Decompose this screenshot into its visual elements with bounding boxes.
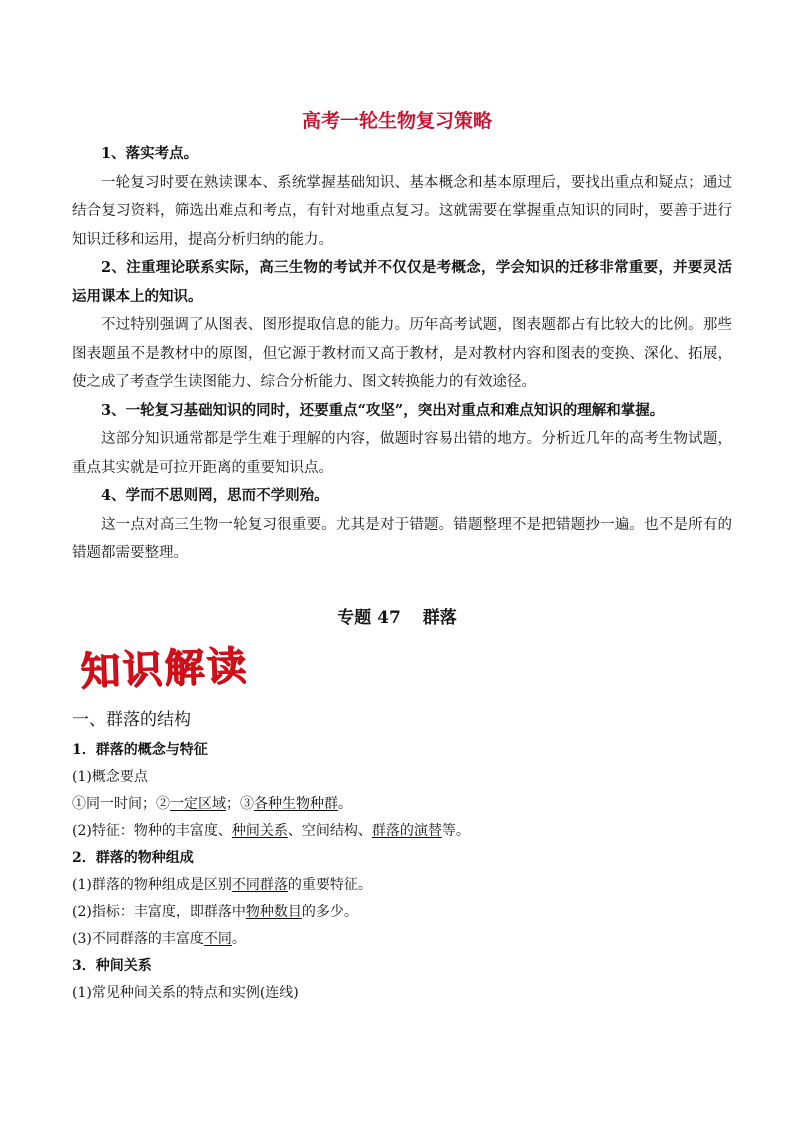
text-run: 的重要特征。 (287, 877, 372, 893)
text-run: (2)指标：丰富度，即群落中 (72, 904, 246, 920)
subsection-3-line-1: (1)常见种间关系的特点和实例(连线) (72, 985, 299, 1001)
subsection-2-title: 2．群落的物种组成 (72, 850, 194, 866)
strategy-point-3-body: 这部分知识通常都是学生难于理解的内容，做题时容易出错的地方。分析近几年的高考生物试题，重点其实就是可拉开距离的重要知识点。 (72, 431, 732, 476)
strategy-point-2-heading: 2、注重理论联系实际，高三生物的考试并不仅仅是考概念，学会知识的迁移非常重要，并要灵活运用课本上的知识。 (72, 259, 732, 305)
strategy-point-1-heading: 1、落实考点。 (101, 145, 199, 162)
subsection-3-title: 3．种间关系 (72, 958, 152, 974)
text-run: ①同一时间；② (72, 796, 170, 812)
subsection-1-title: 1．群落的概念与特征 (72, 742, 208, 758)
strategy-section (72, 140, 732, 568)
subsection-1-line-3 (72, 818, 732, 845)
strategy-point-4-body: 这一点对高三生物一轮复习很重要。尤其是对于错题。错题整理不是把错题抄一遍。也不是所有的错题都需要整理。 (72, 516, 732, 561)
text-run: (2)特征：物种的丰富度、 (72, 823, 232, 839)
subsection-2-line-3 (72, 926, 732, 953)
text-run: (3)不同群落的丰富度 (72, 931, 204, 947)
topic-number: 专题 47 (337, 608, 401, 628)
text-run: (1)群落的物种组成是区别 (72, 877, 232, 893)
underlined-term: 不同 (203, 931, 232, 947)
text-run: 、空间结构、 (287, 823, 372, 839)
subsection-1-line-1: (1)概念要点 (72, 769, 148, 785)
topic-title (0, 603, 794, 628)
strategy-point-2-body: 不过特别强调了从图表、图形提取信息的能力。历年高考试题，图表题都占有比较大的比例。那些图表题虽不是教材中的原图，但它源于教材而又高于教材，是对教材内容和图表的变换、深化、拓展，使之成了考查学生读图能力、综合分析能力、图文转换能力的有效途径。 (72, 317, 732, 390)
underlined-term: 各种生物种群 (254, 796, 338, 812)
strategy-point-1-body: 一轮复习时要在熟读课本、系统掌握基础知识、基本概念和基本原理后，要找出重点和疑点；通过结合复习资料，筛选出难点和考点，有针对地重点复习。这就需要在掌握重点知识的同时，要善于进行知识迁移和运用，提高分析归纳的能力。 (72, 174, 732, 248)
strategy-point-3-heading: 3、一轮复习基础知识的同时，还要重点“攻坚”，突出对重点和难点知识的理解和掌握。 (101, 401, 665, 419)
underlined-term: 群落的演替 (371, 823, 442, 839)
text-run: 的多少。 (301, 904, 358, 920)
knowledge-banner: 知识解读 (79, 643, 249, 695)
underlined-term: 物种数目 (245, 904, 302, 920)
text-run: 。 (231, 931, 246, 947)
subsection-1-line-2 (72, 791, 732, 818)
subsection-2-line-1 (72, 872, 732, 899)
text-run: 。 (338, 796, 352, 812)
underlined-term: 不同群落 (231, 877, 288, 893)
document-title: 高考一轮生物复习策略 (301, 110, 492, 132)
text-run: ；③ (226, 796, 254, 812)
text-run: 等。 (441, 823, 470, 839)
knowledge-section (72, 706, 732, 1007)
underlined-term: 一定区域 (170, 796, 226, 812)
topic-name: 群落 (422, 608, 457, 628)
knowledge-heading: 一、群落的结构 (72, 710, 191, 730)
underlined-term: 种间关系 (231, 823, 288, 839)
subsection-2-line-2 (72, 899, 732, 926)
strategy-point-4-heading: 4、学而不思则罔，思而不学则殆。 (101, 487, 329, 504)
